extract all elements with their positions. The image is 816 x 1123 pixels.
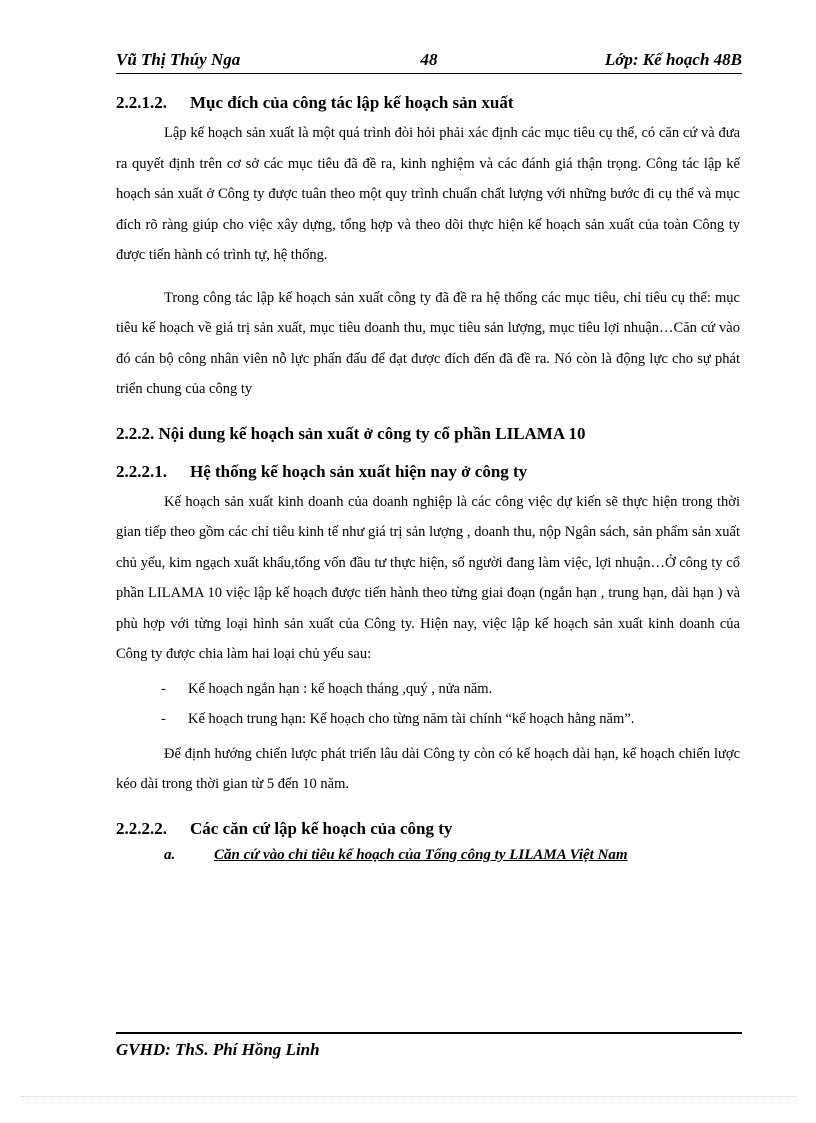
- heading-2-2-2-2: [116, 816, 740, 842]
- list-item: [116, 674, 740, 705]
- paragraph: Lập kế hoạch sản xuất là một quá trình đòi hỏi phải xác định các mục tiêu cụ thể, có căn cứ và đưa ra quyết định trên cơ sở các mục tiêu đã đề ra, kinh nghiệm và các đánh giá thận trọng. Công tác lập kế hoạch sản xuất ở Công ty được tuân theo một quy trình chuẩn chất lượng với những bước đi cụ thể và mục đích rõ ràng giúp cho việc xây dựng, tổng hợp và theo dõi thực hiện kế hoạch sản xuất của toàn Công ty được tiến hành có trình tự, hệ thống.: [116, 125, 740, 263]
- heading-number: 2.2.1.2.: [116, 93, 167, 112]
- list-item: [116, 704, 740, 735]
- subheading-a: [116, 842, 740, 868]
- heading-2-2-1-2: [116, 90, 740, 116]
- list-item-text: Kế hoạch ngắn hạn : kế hoạch tháng ,quý , nửa năm.: [188, 680, 493, 697]
- document-body: [116, 90, 740, 868]
- heading-number: 2.2.2.2.: [116, 818, 167, 838]
- paragraph: Trong công tác lập kế hoạch sản xuất công ty đã đề ra hệ thống các mục tiêu, chỉ tiêu cụ thể: mục tiêu kế hoạch về giá trị sản xuất, mục tiêu doanh thu, mục tiêu sản lượng, mục tiêu lợi nhuận…Căn cứ vào đó cán bộ công nhân viên nỗ lực phấn đấu để đạt được đích đến đã đề ra. Nó còn là động lực cho sự phát triển chung của công ty: [116, 289, 740, 397]
- page-header: [116, 48, 742, 74]
- heading-title: Các căn cứ lập kế hoạch của công ty: [190, 818, 453, 838]
- header-page-number: 48: [420, 50, 438, 69]
- header-rule: [116, 73, 742, 74]
- footer-supervisor: GVHD: ThS. Phí Hồng Linh: [116, 1040, 320, 1059]
- heading-title: Hệ thống kế hoạch sản xuất hiện nay ở công ty: [190, 461, 528, 481]
- bullet-dash: -: [161, 680, 166, 697]
- page-edge-dotted-line: [20, 1096, 796, 1097]
- heading-2-2-2: 2.2.2. Nội dung kế hoạch sản xuất ở công ty cổ phần LILAMA 10: [116, 423, 586, 443]
- header-author: Vũ Thị Thúy Nga: [116, 50, 241, 69]
- heading-number: 2.2.2.1.: [116, 461, 167, 481]
- heading-title: Mục đích của công tác lập kế hoạch sản xuất: [190, 93, 514, 112]
- subheading-title: Căn cứ vào chỉ tiêu kế hoạch của Tổng công ty LILAMA Việt Nam: [214, 846, 628, 863]
- header-class: Lớp: Kế hoạch 48B: [604, 50, 742, 69]
- subheading-letter: a.: [164, 846, 176, 863]
- list-item-text: Kế hoạch trung hạn: Kế hoạch cho từng năm tài chính “kế hoạch hằng năm”.: [188, 711, 635, 727]
- bullet-dash: -: [161, 711, 166, 727]
- heading-2-2-2-1: [116, 459, 740, 485]
- paragraph: Để định hướng chiến lược phát triển lâu dài Công ty còn có kế hoạch dài hạn, kế hoạch chiến lược kéo dài trong thời gian từ 5 đến 10 năm.: [116, 745, 740, 792]
- paragraph: Kế hoạch sản xuất kinh doanh của doanh nghiệp là các công việc dự kiến sẽ thực hiện trong thời gian tiếp theo gồm các chỉ tiêu kinh tế như giá trị sản lượng , doanh thu, nộp Ngân sách, sản phẩm sản xuất chủ yếu, kim ngạch xuất khẩu,tổng vốn đầu tư thực hiện, số người đang làm việc, lợi nhuận…Ở công ty cổ phần LILAMA 10 việc lập kế hoạch được tiến hành theo từng giai đoạn (ngắn hạn , trung hạn, dài hạn ) và phù hợp với từng loại hình sản xuất của Công ty. Hiện nay, việc lập kế hoạch sản xuất kinh doanh của Công ty được chia làm hai loại chủ yếu sau:: [116, 493, 740, 662]
- footer-rule: [116, 1032, 742, 1034]
